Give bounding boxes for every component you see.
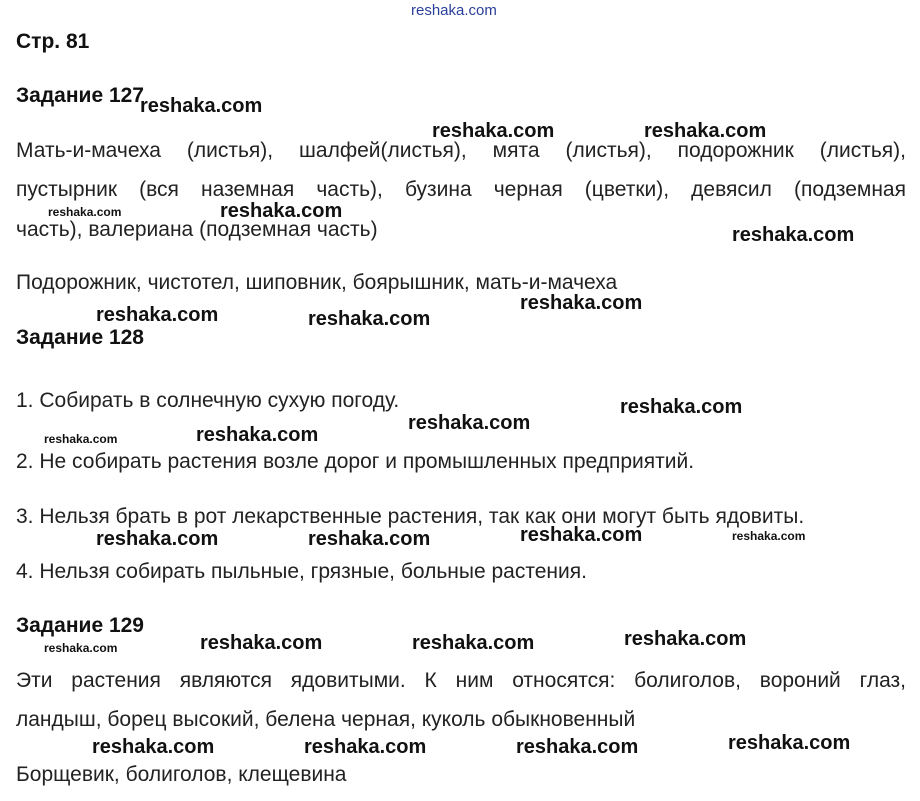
watermark: reshaka.com (304, 736, 427, 758)
watermark: reshaka.com (44, 641, 118, 655)
task-129-heading: Задание 129 (16, 614, 144, 637)
watermark: reshaka.com (620, 396, 743, 418)
watermark: reshaka.com (196, 424, 319, 446)
watermark: reshaka.com (644, 120, 767, 142)
top-watermark: reshaka.com (411, 2, 497, 19)
task-129-line: Эти растения являются ядовитыми. К ним относятся: болиголов, вороний глаз, (16, 669, 906, 692)
task-129-answer-2: Борщевик, болиголов, клещевина (16, 763, 347, 786)
task-128-item: 3. Нельзя брать в рот лекарственные растения, так как они могут быть ядовиты. (16, 505, 805, 528)
task-127-line: часть), валериана (подземная часть) (16, 218, 378, 241)
task-128-item: 4. Нельзя собирать пыльные, грязные, больные растения. (16, 560, 587, 583)
task-127-line: Мать-и-мачеха (листья), шалфей(листья), мята (листья), подорожник (листья), (16, 139, 906, 162)
watermark: reshaka.com (728, 732, 851, 754)
watermark: reshaka.com (432, 120, 555, 142)
watermark: reshaka.com (140, 95, 263, 117)
watermark: reshaka.com (624, 628, 747, 650)
watermark: reshaka.com (308, 308, 431, 330)
task-127-answer-2: Подорожник, чистотел, шиповник, боярышник, мать-и-мачеха (16, 271, 618, 294)
watermark: reshaka.com (732, 224, 855, 246)
task-128-item: 2. Не собирать растения возле дорог и промышленных предприятий. (16, 450, 695, 473)
task-127-line: пустырник (вся наземная часть), бузина черная (цветки), девясил (подземная (16, 178, 906, 201)
watermark: reshaka.com (96, 304, 219, 326)
watermark: reshaka.com (44, 432, 118, 446)
watermark: reshaka.com (520, 292, 643, 314)
task-129-line: ландыш, борец высокий, белена черная, куколь обыкновенный (16, 708, 636, 731)
task-128-item: 1. Собирать в солнечную сухую погоду. (16, 389, 400, 412)
task-128-heading: Задание 128 (16, 326, 144, 349)
watermark: reshaka.com (732, 529, 806, 543)
page-number: Стр. 81 (16, 30, 90, 53)
watermark: reshaka.com (408, 412, 531, 434)
watermark: reshaka.com (92, 736, 215, 758)
watermark: reshaka.com (412, 632, 535, 654)
watermark: reshaka.com (308, 528, 431, 550)
watermark: reshaka.com (516, 736, 639, 758)
task-127-heading: Задание 127 (16, 84, 144, 107)
watermark: reshaka.com (96, 528, 219, 550)
watermark: reshaka.com (520, 524, 643, 546)
watermark: reshaka.com (220, 200, 343, 222)
watermark: reshaka.com (48, 205, 122, 219)
watermark: reshaka.com (200, 632, 323, 654)
